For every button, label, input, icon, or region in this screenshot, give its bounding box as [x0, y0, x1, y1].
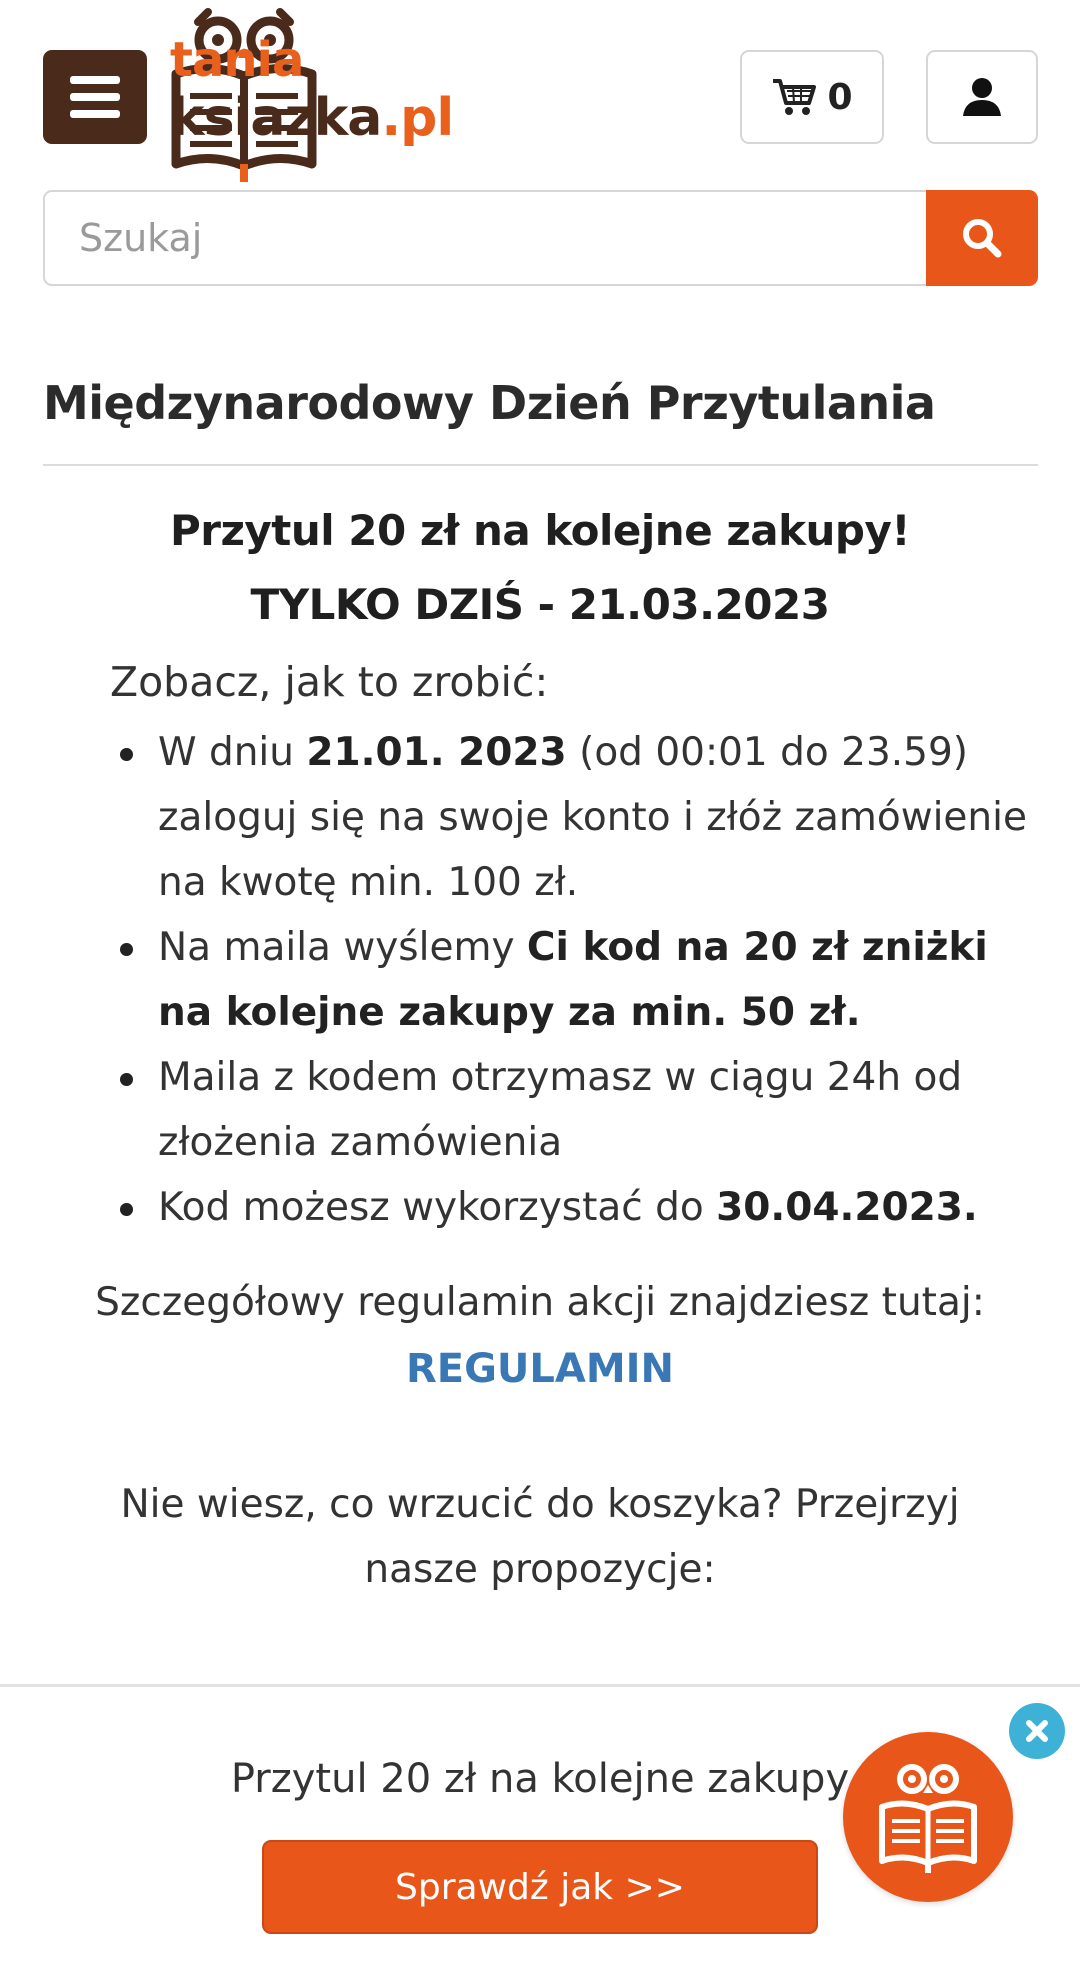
- list-item-text: Na maila wyślemy: [158, 925, 527, 970]
- logo-text-main: ksiazka: [170, 88, 382, 148]
- search-icon: [960, 216, 1004, 260]
- close-promo-button[interactable]: [1009, 1703, 1065, 1759]
- howto-heading: Zobacz, jak to zrobić:: [110, 658, 549, 706]
- list-item-bold: Ci kod na 20 zł zniżki na kolejne zakupy za min. 50 zł.: [158, 925, 988, 1035]
- title-divider: [43, 464, 1038, 466]
- list-item-bold: 30.04.2023.: [716, 1185, 978, 1230]
- owl-book-icon: [876, 1757, 980, 1877]
- user-icon: [961, 76, 1003, 118]
- suggestions-text: Nie wiesz, co wrzucić do koszyka? Przejrzyj nasze propozycje:: [120, 1482, 960, 1592]
- check-how-button[interactable]: Sprawdź jak >>: [262, 1840, 818, 1934]
- hamburger-icon-bar: [70, 110, 120, 118]
- hamburger-icon-bar: [70, 93, 120, 101]
- promo-date: TYLKO DZIŚ - 21.03.2023: [250, 580, 830, 629]
- rules-link[interactable]: REGULAMIN: [405, 1346, 675, 1392]
- list-item: [110, 1175, 1040, 1240]
- logo-text-top[interactable]: tania: [170, 32, 304, 88]
- instructions-list: [110, 720, 1040, 1240]
- list-item: [110, 720, 1040, 915]
- promo-owl-button[interactable]: [843, 1732, 1013, 1902]
- list-item-text: (od 00:01 do 23.59) zaloguj się na swoje konto i złóż zamówienie na kwotę min. 100 zł.: [158, 730, 1027, 905]
- promo-headline: Przytul 20 zł na kolejne zakupy!: [169, 506, 911, 555]
- hamburger-icon: [70, 76, 120, 84]
- logo-text-bottom[interactable]: [170, 88, 454, 148]
- account-button[interactable]: [926, 50, 1038, 144]
- cart-button[interactable]: [740, 50, 884, 144]
- search-bar: [43, 190, 1038, 286]
- search-button[interactable]: [926, 190, 1038, 286]
- page-title: Międzynarodowy Dzień Przytulania: [43, 376, 936, 430]
- list-item-text: W dniu: [158, 730, 307, 775]
- cart-icon: [771, 77, 817, 117]
- list-item-bold: 21.01. 2023: [306, 730, 567, 775]
- close-icon: [1023, 1717, 1051, 1745]
- cart-count: 0: [827, 76, 853, 118]
- list-item: [110, 1045, 1040, 1175]
- list-item-text: Maila z kodem otrzymasz w ciągu 24h od złożenia zamówienia: [158, 1055, 963, 1165]
- search-input[interactable]: [43, 190, 927, 286]
- promo-sticky-text: Przytul 20 zł na kolejne zakupy: [230, 1756, 850, 1802]
- logo-text-suffix: .pl: [381, 88, 454, 148]
- menu-button[interactable]: [43, 50, 147, 144]
- list-item-text: Kod możesz wykorzystać do: [158, 1185, 717, 1230]
- rules-text: Szczegółowy regulamin akcji znajdziesz tutaj:: [95, 1280, 985, 1325]
- list-item: [110, 915, 1040, 1045]
